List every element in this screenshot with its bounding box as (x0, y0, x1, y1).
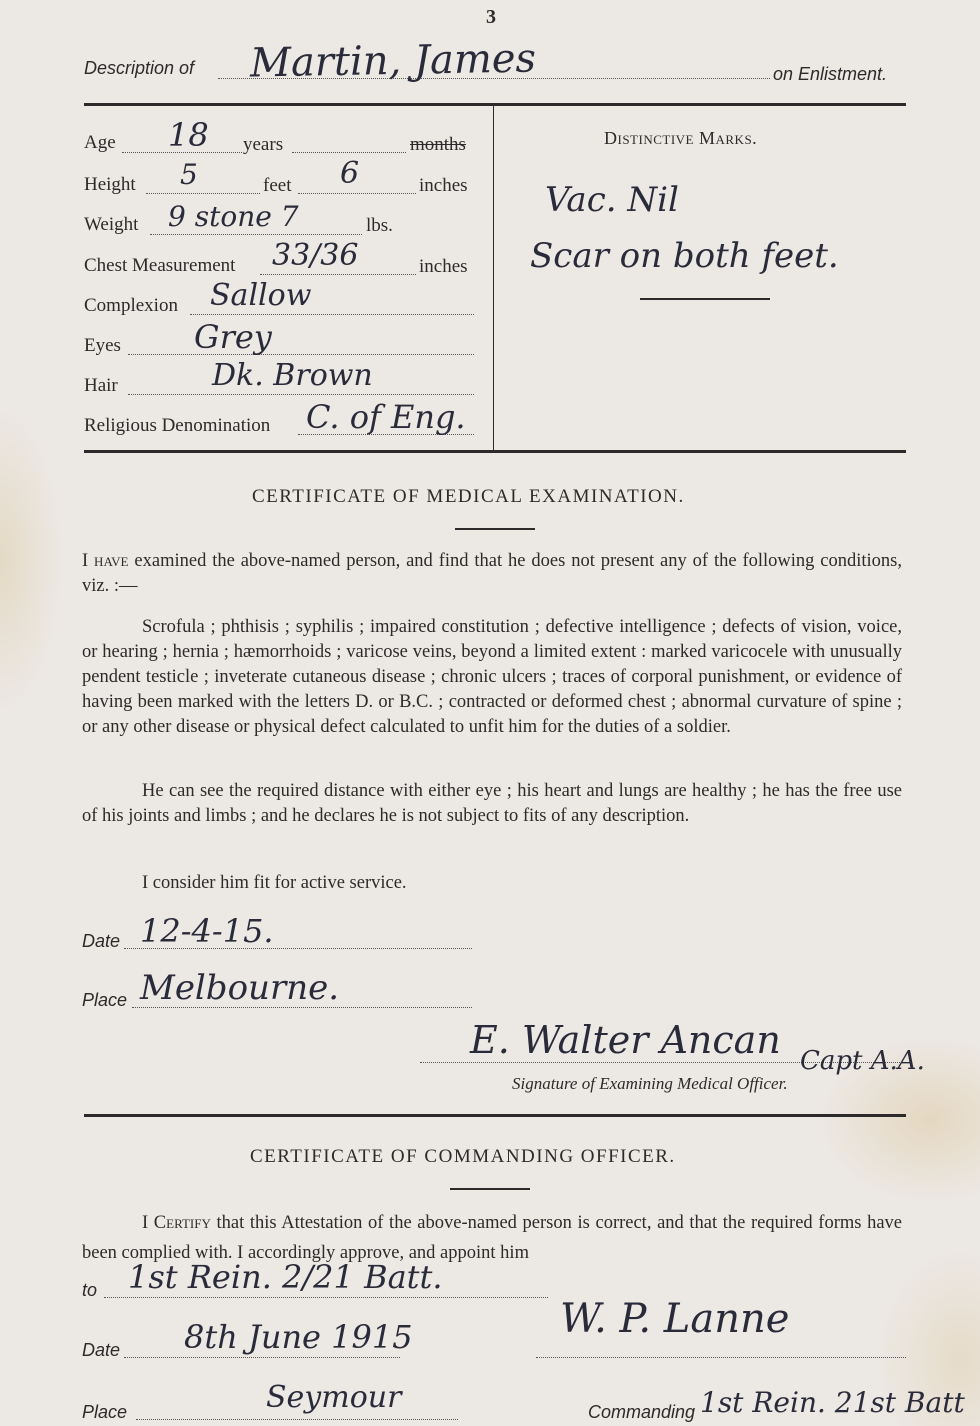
hair-value: Dk. Brown (212, 358, 373, 393)
commanding-date-line (124, 1357, 400, 1358)
medical-paragraph-2: Scrofula ; phthisis ; syphilis ; impaired constitution ; defective intelligence ; defects of vision, voice, or hearing ; hernia ; hæmorrhoids ; varicose veins, beyond a limited extent : marked varicocele with unusually pendent testicle ; inveterate cutaneous disease ; chronic ulcers ; traces of corporal punishment, or evidence of having been marked with the letters D. or B.C. ; contracted or deformed chest ; abnormal curvature of spine ; or any other disease or physical defect calculated to unfit him for the duties of a soldier. (82, 617, 902, 737)
medical-para1-text: examined the above-named person, and find that he does not present any of the following conditions, viz. :— (82, 551, 903, 596)
weight-label: Weight (84, 214, 139, 235)
age-label: Age (84, 132, 116, 153)
commanding-title-dash (450, 1188, 530, 1190)
distinctive-mark-1: Vac. Nil (545, 180, 679, 220)
medical-rule (84, 1114, 906, 1117)
chest-value: 33/36 (272, 238, 359, 273)
enlistee-name: Martin, James (249, 35, 537, 87)
appoint-to-label: to (82, 1280, 98, 1300)
religion-value: C. of Eng. (306, 398, 466, 436)
height-feet-value: 5 (180, 158, 198, 191)
appoint-to-value: 1st Rein. 2/21 Batt. (128, 1258, 443, 1296)
months-label: months (410, 134, 466, 155)
age-value: 18 (168, 116, 209, 154)
hair-line (128, 394, 474, 395)
commanding-unit-value: 1st Rein. 21st Batt (700, 1386, 965, 1419)
height-feet-line (146, 193, 260, 194)
eyes-value: Grey (194, 318, 272, 356)
medical-lead: I have (82, 551, 129, 571)
medical-paragraph-3: He can see the required distance with either eye ; his heart and lungs are healthy ; he has the free use of his joints and limbs ; and he declares he is not subject to fits of any description. (82, 781, 902, 826)
commanding-place-label: Place (82, 1402, 128, 1422)
page-number: 3 (486, 6, 496, 28)
header-rule (84, 103, 906, 106)
chest-label: Chest Measurement (84, 255, 236, 276)
medical-date-value: 12-4-15. (140, 912, 274, 950)
medical-signature-caption: Signature of Examining Medical Officer. (512, 1074, 788, 1093)
commanding-para-text: that this Attestation of the above-named person is correct, and that the required forms have been complied with. I accordingly approve, and appoint him (82, 1213, 902, 1263)
religion-label: Religious Denomination (84, 415, 271, 436)
chest-inches-label: inches (419, 256, 468, 277)
description-of-label: Description of (84, 58, 195, 78)
hair-label: Hair (84, 375, 118, 396)
years-label: years (243, 134, 284, 155)
on-enlistment-label: on Enlistment. (773, 64, 888, 84)
commanding-date-value: 8th June 1915 (184, 1318, 413, 1356)
distinctive-mark-2: Scar on both feet. (530, 236, 839, 276)
lbs-label: lbs. (366, 215, 393, 236)
appoint-to-line (104, 1297, 548, 1298)
chest-line (260, 274, 416, 275)
distinctive-marks-heading: Distinctive Marks. (604, 128, 758, 148)
height-label: Height (84, 174, 136, 195)
commanding-lead: I Certify (142, 1213, 211, 1233)
medical-paragraph-4: I consider him fit for active service. (142, 873, 407, 893)
medical-signature-rank: Capt A.A. (800, 1046, 925, 1076)
medical-paragraph-1 (82, 549, 902, 599)
eyes-label: Eyes (84, 335, 121, 356)
commanding-date-label: Date (82, 1340, 121, 1360)
complexion-line (190, 314, 474, 315)
commanding-unit-label: Commanding (588, 1402, 696, 1422)
height-inches-line (298, 193, 416, 194)
feet-label: feet (263, 175, 292, 196)
months-line (292, 152, 406, 153)
medical-title-dash (455, 528, 535, 530)
column-divider (493, 106, 494, 451)
marks-end-dash (640, 298, 770, 300)
height-inches-value: 6 (340, 156, 360, 191)
inches-label: inches (419, 175, 468, 196)
weight-line (150, 234, 362, 235)
complexion-label: Complexion (84, 295, 178, 316)
medical-signature: E. Walter Ancan (470, 1018, 781, 1062)
medical-place-value: Melbourne. (140, 968, 340, 1008)
commanding-signature-line (536, 1357, 906, 1358)
commanding-place-line (136, 1419, 458, 1420)
medical-place-label: Place (82, 990, 128, 1010)
commanding-title: CERTIFICATE OF COMMANDING OFFICER. (250, 1146, 676, 1167)
commanding-signature: W. P. Lanne (560, 1296, 790, 1342)
medical-date-label: Date (82, 931, 121, 951)
description-rule (84, 450, 906, 453)
eyes-line (128, 354, 474, 355)
medical-title: CERTIFICATE OF MEDICAL EXAMINATION. (252, 486, 685, 507)
commanding-place-value: Seymour (266, 1380, 402, 1415)
complexion-value: Sallow (210, 278, 312, 313)
weight-value: 9 stone 7 (168, 200, 299, 233)
